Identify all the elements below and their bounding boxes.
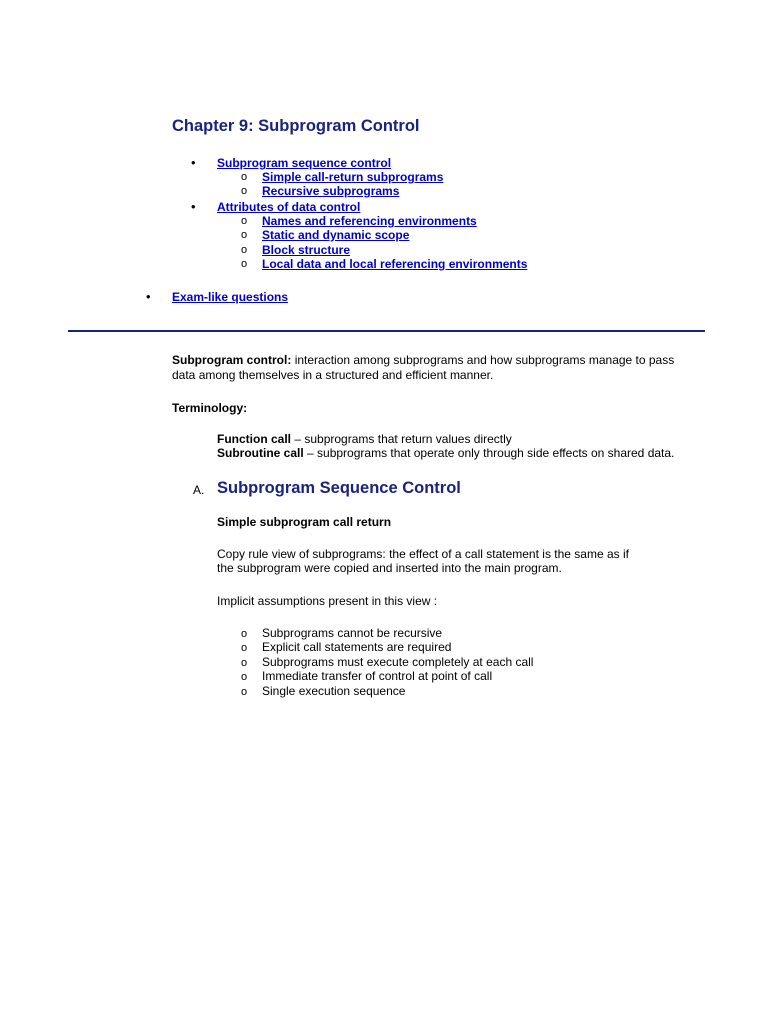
- section-divider: [68, 330, 705, 332]
- toc-link-subprogram-sequence-control[interactable]: Subprogram sequence control: [217, 156, 392, 170]
- toc-sub-bullet: o: [241, 258, 248, 270]
- toc-link-attributes-of-data-control[interactable]: Attributes of data control: [217, 200, 361, 214]
- toc-sub-bullet: o: [241, 229, 248, 241]
- list-bullet: o: [241, 657, 248, 669]
- toc-link-static-and-dynamic-scope[interactable]: Static and dynamic scope: [262, 228, 410, 242]
- list-bullet: o: [241, 642, 248, 654]
- intro-line-1: [172, 353, 674, 368]
- assumption-item: Single execution sequence: [262, 684, 406, 698]
- section-heading: Subprogram Sequence Control: [217, 479, 461, 497]
- toc-bullet: •: [146, 289, 151, 304]
- toc-sub-bullet: o: [241, 215, 248, 227]
- toc-link-exam-like-questions[interactable]: Exam-like questions: [172, 290, 289, 304]
- assumption-item: Subprograms must execute completely at each call: [262, 655, 534, 669]
- copy-rule-line-2: the subprogram were copied and inserted into the main program.: [217, 561, 562, 575]
- list-bullet: o: [241, 686, 248, 698]
- toc-link-names-and-referencing[interactable]: Names and referencing environments: [262, 214, 477, 228]
- subroutine-call-definition: [217, 446, 674, 461]
- toc-link-recursive-subprograms[interactable]: Recursive subprograms: [262, 184, 400, 198]
- list-bullet: o: [241, 671, 248, 683]
- toc-bullet: •: [191, 199, 196, 214]
- subsection-heading: Simple subprogram call return: [217, 515, 392, 529]
- copy-rule-line-1: Copy rule view of subprograms: the effect of a call statement is the same as if: [217, 547, 629, 561]
- toc-sub-bullet: o: [241, 185, 248, 197]
- section-marker: A.: [193, 483, 205, 497]
- toc-link-local-data[interactable]: Local data and local referencing environments: [262, 257, 528, 271]
- function-call-text: – subprograms that return values directly: [294, 432, 512, 446]
- assumption-item: Immediate transfer of control at point of call: [262, 669, 493, 683]
- intro-definition: interaction among subprograms and how subprograms manage to pass: [294, 353, 675, 367]
- intro-term: Subprogram control:: [172, 353, 292, 367]
- function-call-definition: [217, 432, 512, 447]
- intro-line-2: data among themselves in a structured and efficient manner.: [172, 368, 494, 382]
- assumption-item: Explicit call statements are required: [262, 640, 452, 654]
- toc-sub-bullet: o: [241, 171, 248, 183]
- list-bullet: o: [241, 628, 248, 640]
- toc-link-block-structure[interactable]: Block structure: [262, 243, 351, 257]
- assumptions-intro: Implicit assumptions present in this view :: [217, 594, 438, 608]
- assumption-item: Subprograms cannot be recursive: [262, 626, 443, 640]
- toc-sub-bullet: o: [241, 244, 248, 256]
- subroutine-call-text: – subprograms that operate only through side effects on shared data.: [307, 446, 675, 460]
- terminology-heading: Terminology:: [172, 401, 248, 415]
- toc-bullet: •: [191, 155, 196, 170]
- chapter-title: Chapter 9: Subprogram Control: [172, 117, 420, 135]
- subroutine-call-term: Subroutine call: [217, 446, 304, 460]
- function-call-term: Function call: [217, 432, 292, 446]
- toc-link-simple-call-return[interactable]: Simple call-return subprograms: [262, 170, 444, 184]
